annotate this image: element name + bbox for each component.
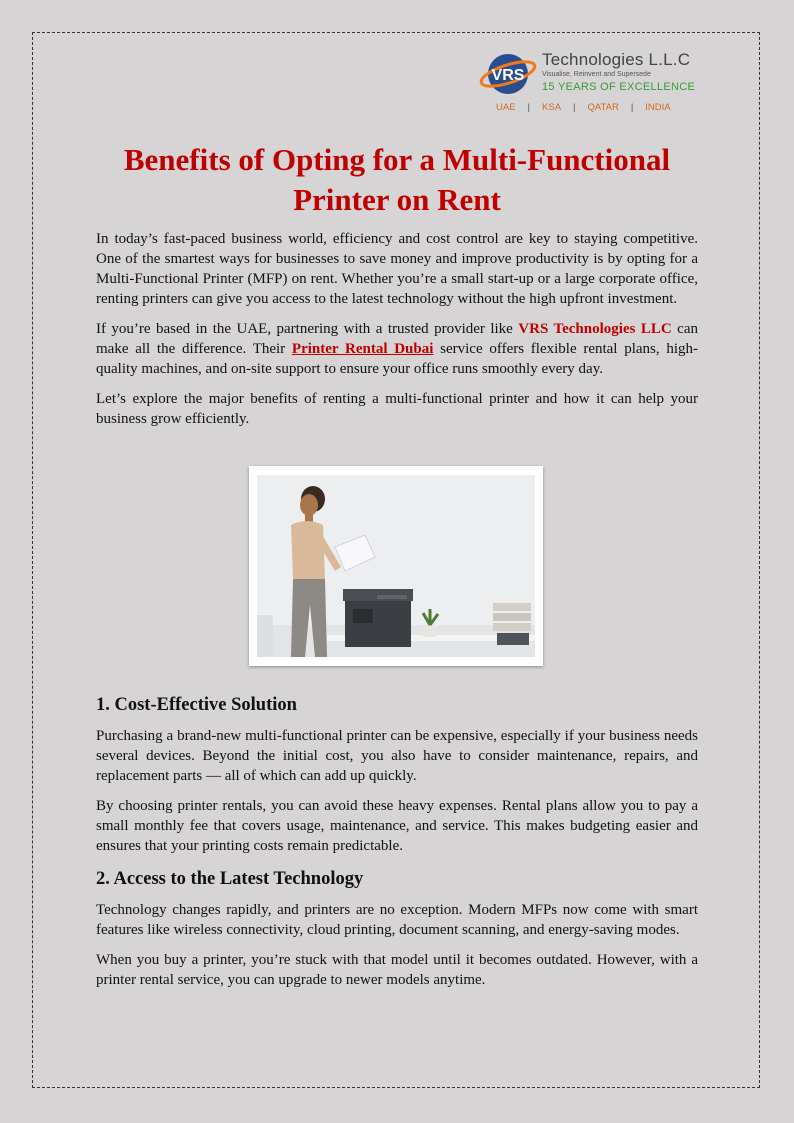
section-cost-effective bbox=[96, 693, 698, 866]
country-separator: | bbox=[573, 102, 576, 113]
intro-section bbox=[96, 229, 698, 439]
section-heading: 1. Cost-Effective Solution bbox=[96, 695, 297, 715]
logo-brand-letters: VRS bbox=[491, 67, 525, 84]
section-latest-technology bbox=[96, 867, 698, 1000]
country-separator: | bbox=[527, 102, 531, 113]
intro-text: If you’re based in the UAE, partnering with a trusted provider like bbox=[96, 321, 519, 337]
country-separator: | bbox=[630, 102, 634, 113]
country-uae: UAE bbox=[496, 102, 516, 113]
intro-paragraph-3: Let’s explore the major benefits of renting a multi-functional printer and how it can help your business grow efficiently. bbox=[96, 391, 698, 427]
section-paragraph: By choosing printer rentals, you can avoid these heavy expenses. Rental plans allow you to pay a small monthly fee that covers usage, maintenance, and service. This makes budgeting easier and ensures that your printing costs remain predictable. bbox=[96, 798, 698, 854]
country-india: INDIA bbox=[645, 102, 671, 113]
logo-country-list bbox=[496, 102, 696, 113]
section-paragraph: Purchasing a brand-new multi-functional printer can be expensive, especially if your business needs several devices. Beyond the initial cost, you also have to consider maintenance, repairs, and replacement parts — all of which can add up quickly. bbox=[96, 728, 698, 784]
intro-paragraph-1: In today’s fast-paced business world, efficiency and cost control are key to staying competitive. One of the smartest ways for businesses to save money and improve productivity is by opting for a Multi-Functional Printer (MFP) on rent. Whether you’re a small start-up or a large corporate office, renting printers can give you access to the latest technology without the high upfront investment. bbox=[96, 231, 698, 307]
logo-years-badge: 15 YEARS OF EXCELLENCE bbox=[542, 81, 696, 93]
intro-paragraph-2 bbox=[96, 319, 698, 379]
company-logo[interactable] bbox=[478, 48, 708, 118]
intro-text: service offers flexible rental plans, high-quality machines, and on-site support to ensure your office runs smoothly every day. bbox=[96, 341, 698, 377]
page-title: Benefits of Opting for a Multi-Functional Printer on Rent bbox=[123, 142, 671, 217]
section-paragraph: Technology changes rapidly, and printers are no exception. Modern MFPs now come with smart features like wireless connectivity, cloud printing, document scanning, and energy-saving modes. bbox=[96, 902, 698, 938]
logo-company-name: Technologies L.L.C bbox=[542, 50, 691, 69]
intro-text: can make all the difference. Their bbox=[96, 321, 698, 357]
country-qatar: QATAR bbox=[587, 102, 619, 113]
section-heading: 2. Access to the Latest Technology bbox=[96, 869, 364, 889]
printer-photo-frame bbox=[249, 466, 543, 666]
country-ksa: KSA bbox=[542, 102, 562, 113]
printer-rental-dubai-link[interactable]: Printer Rental Dubai bbox=[291, 341, 434, 357]
logo-tagline: Visualise, Reinvent and Supersede bbox=[542, 71, 651, 78]
brand-name-highlight: VRS Technologies LLC bbox=[518, 321, 672, 337]
vrs-globe-logo bbox=[478, 50, 544, 96]
woman-using-printer-illustration bbox=[257, 475, 535, 657]
section-paragraph: When you buy a printer, you’re stuck with that model until it becomes outdated. However, with a printer rental service, you can upgrade to newer models anytime. bbox=[96, 952, 698, 988]
